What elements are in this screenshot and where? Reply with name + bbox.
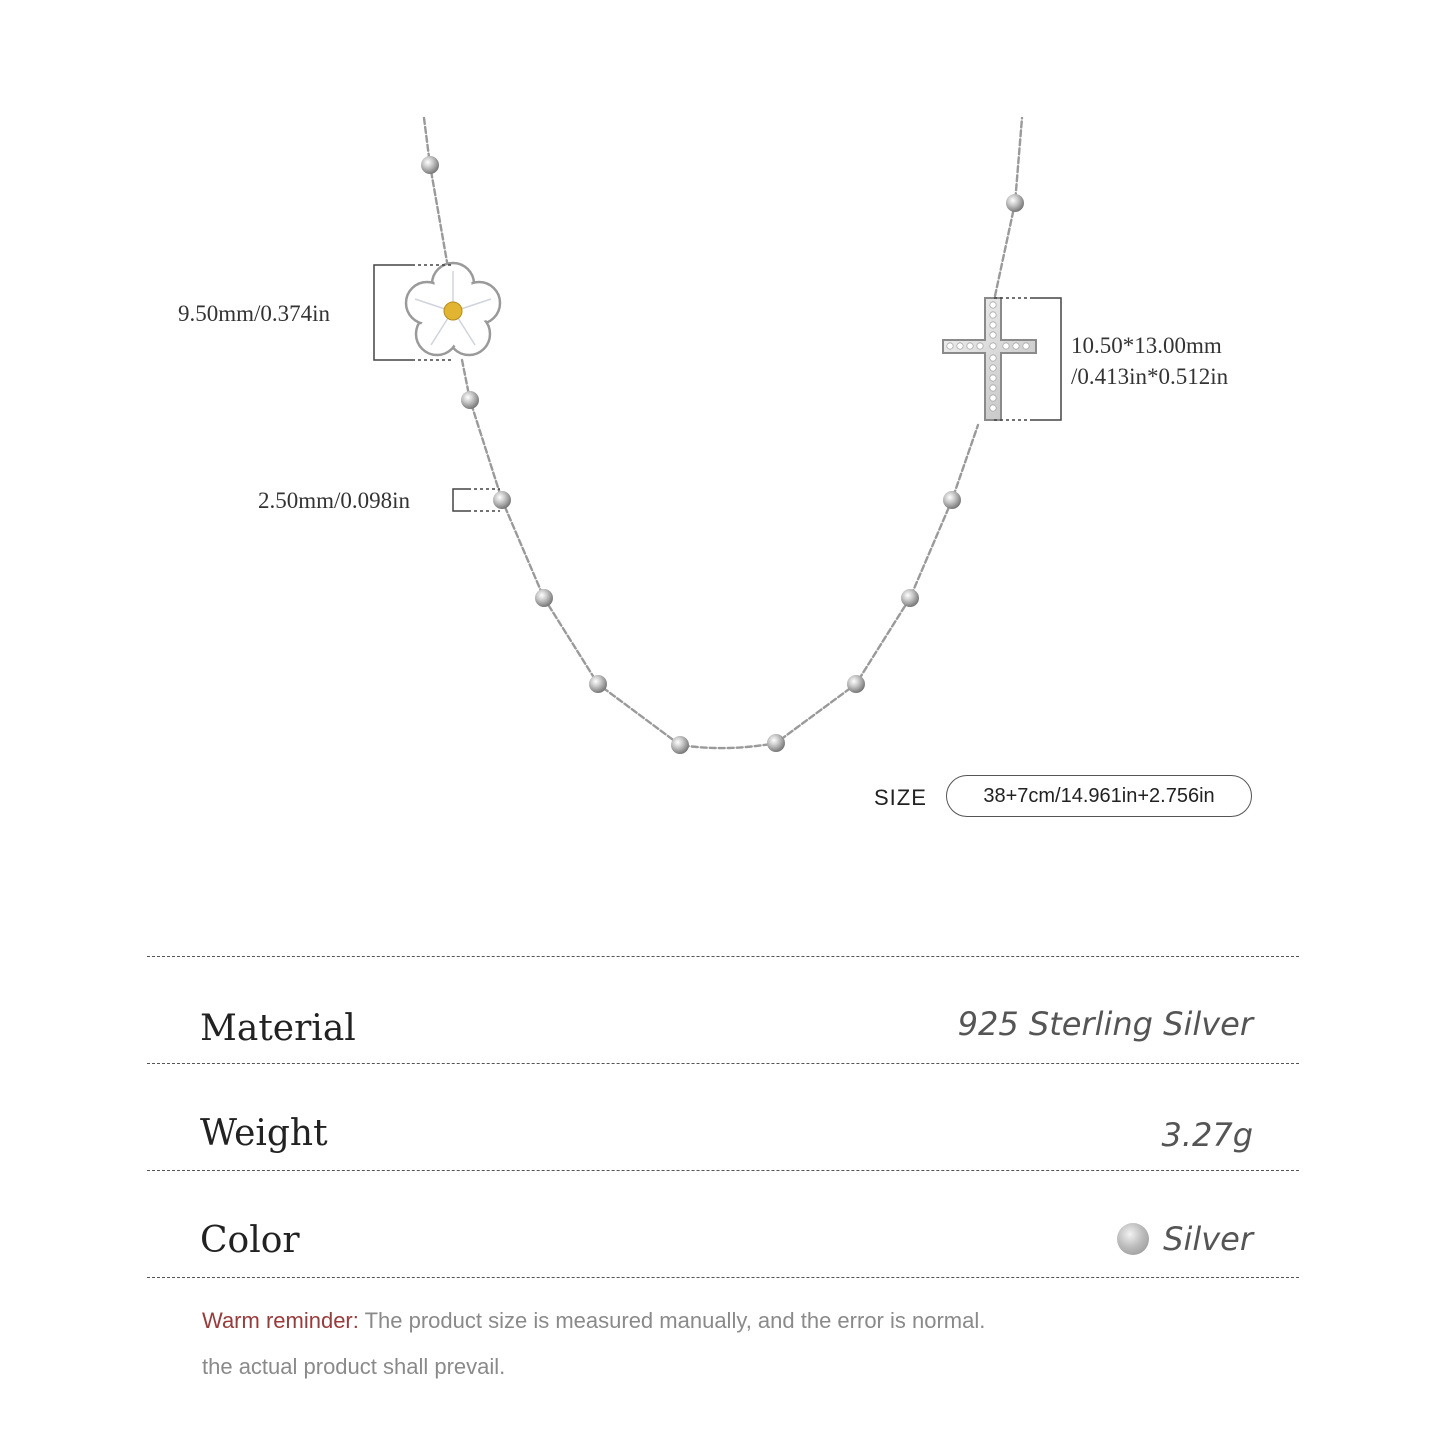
silver-swatch-icon (1117, 1223, 1149, 1255)
divider (147, 1277, 1299, 1278)
bead (535, 589, 553, 607)
divider (147, 1063, 1299, 1064)
material-label: Material (200, 1008, 356, 1049)
color-label: Color (200, 1220, 300, 1261)
bead-dimension-bracket (453, 489, 500, 511)
reminder-prefix: Warm reminder: (202, 1308, 359, 1333)
bead (943, 491, 961, 509)
bead (767, 734, 785, 752)
bead (901, 589, 919, 607)
weight-value (1161, 1116, 1253, 1154)
divider (147, 956, 1299, 957)
cross-dimension-bracket (994, 298, 1061, 420)
color-value (1117, 1220, 1253, 1258)
bead (671, 736, 689, 754)
color-value-text: Silver (1163, 1220, 1253, 1258)
chain-beads (421, 156, 1024, 754)
necklace-chain (424, 118, 1022, 748)
bead (589, 675, 607, 693)
cross-size-label-line2: /0.413in*0.512in (1071, 364, 1229, 389)
reminder-text: The product size is measured manually, and the error is normal. (364, 1308, 986, 1333)
bead (461, 391, 479, 409)
bead (847, 675, 865, 693)
bead (493, 491, 511, 509)
bead-size-label: 2.50mm/0.098in (258, 488, 411, 513)
flower-size-label: 9.50mm/0.374in (178, 301, 331, 326)
cross-charm-icon (943, 298, 1036, 420)
flower-charm-icon (406, 263, 500, 355)
weight-value-text: 3.27g (1161, 1116, 1253, 1154)
bead (1006, 194, 1024, 212)
size-value-badge (946, 775, 1252, 817)
material-value (958, 1005, 1253, 1043)
material-value-text: 925 Sterling Silver (957, 1005, 1253, 1043)
reminder-line2: the actual product shall prevail. (202, 1354, 506, 1379)
weight-label: Weight (200, 1113, 328, 1154)
reminder-line1 (202, 1308, 1202, 1334)
divider (147, 1170, 1299, 1171)
size-value: 38+7cm/14.961in+2.756in (983, 784, 1215, 807)
cross-size-label-line1: 10.50*13.00mm (1071, 333, 1222, 358)
size-label: SIZE (874, 785, 927, 810)
bead (421, 156, 439, 174)
